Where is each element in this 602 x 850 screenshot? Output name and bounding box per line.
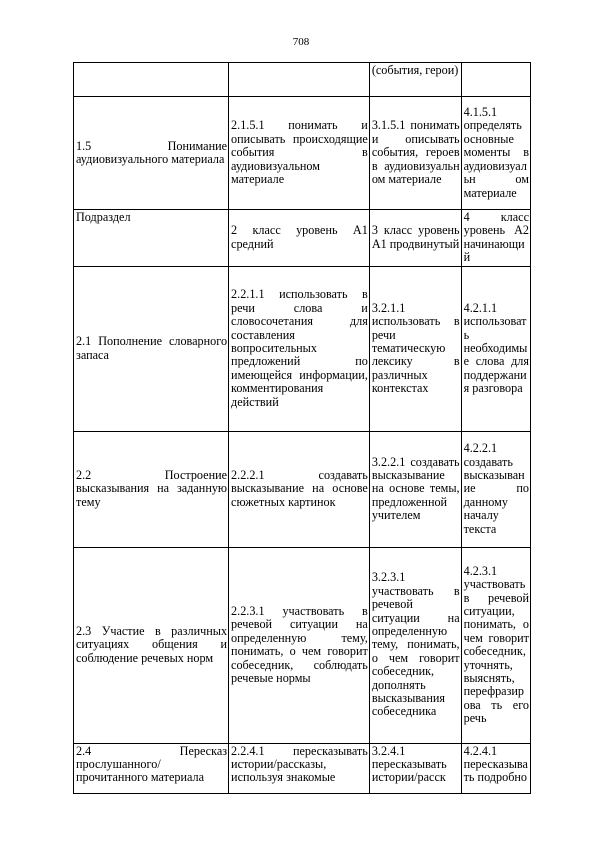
table-cell: 3.2.4.1 пересказывать истории/расск — [369, 743, 461, 793]
table-cell: 2.1 Пополнение словарного запаса — [74, 266, 229, 431]
table-row — [74, 743, 531, 793]
curriculum-table — [73, 62, 531, 794]
table-cell: 4.2.1.1 использовать необходимые слова для поддержания разговора — [461, 266, 530, 431]
page-number: 708 — [292, 36, 310, 48]
table-cell: 3 класс уровень A1 продвинутый — [369, 210, 461, 267]
table-cell: 3.1.5.1 понимать и описывать события, героев в аудиовизуальн ом материале — [369, 97, 461, 210]
table-cell: 2.2.2.1 создавать высказывание на основе сюжетных картинок — [229, 431, 370, 547]
table-row — [74, 547, 531, 743]
table-cell: 2 класс уровень A1 средний — [229, 210, 370, 267]
table-cell: 3.2.3.1 участвовать в речевой ситуации на определенную тему, понимать, о чем говорит собеседник, дополнять высказывания собеседника — [369, 547, 461, 743]
table-cell: 3.2.2.1 создавать высказывание на основе темы, предложенной учителем — [369, 431, 461, 547]
table-cell: 4 класс уровень A2 начинающий — [461, 210, 530, 267]
table-cell: 2.2.1.1 использовать в речи слова и словосочетания для составления вопросительных предложений по имеющейся информации, комментирования действий — [229, 266, 370, 431]
table-cell: 2.2.4.1 пересказывать истории/рассказы, используя знакомые — [229, 743, 370, 793]
table-cell — [461, 63, 530, 97]
table-row — [74, 210, 531, 267]
table-cell: 2.1.5.1 понимать и описывать происходящие события в аудиовизуальном материале — [229, 97, 370, 210]
table-cell: 4.2.4.1 пересказывать подробно — [461, 743, 530, 793]
table-cell: 2.3 Участие в различных ситуациях общения и соблюдение речевых норм — [74, 547, 229, 743]
table-cell: Подраздел — [74, 210, 229, 267]
table-cell: 4.1.5.1 определять основные моменты в аудиовизуальн ом материале — [461, 97, 530, 210]
table-row — [74, 431, 531, 547]
table-cell: 4.2.2.1 создавать высказывание по данному началу текста — [461, 431, 530, 547]
table-cell: 2.2 Построение высказывания на заданную тему — [74, 431, 229, 547]
table-cell: (события, герои) — [369, 63, 461, 97]
table-cell: 4.2.3.1 участвовать в речевой ситуации, понимать, о чем говорит собеседник, уточнять, выяснять, перефразирова ть его речь — [461, 547, 530, 743]
table-cell — [229, 63, 370, 97]
table-cell: 2.4 Пересказ прослушанного/прочитанного материала — [74, 743, 229, 793]
table-row — [74, 97, 531, 210]
table-cell: 3.2.1.1 использовать в речи тематическую лексику в различных контекстах — [369, 266, 461, 431]
table-row — [74, 63, 531, 97]
table-cell — [74, 63, 229, 97]
table-cell: 2.2.3.1 участвовать в речевой ситуации на определенную тему, понимать, о чем говорит собеседник, соблюдать речевые нормы — [229, 547, 370, 743]
table-row — [74, 266, 531, 431]
table-cell: 1.5 Понимание аудиовизуального материала — [74, 97, 229, 210]
